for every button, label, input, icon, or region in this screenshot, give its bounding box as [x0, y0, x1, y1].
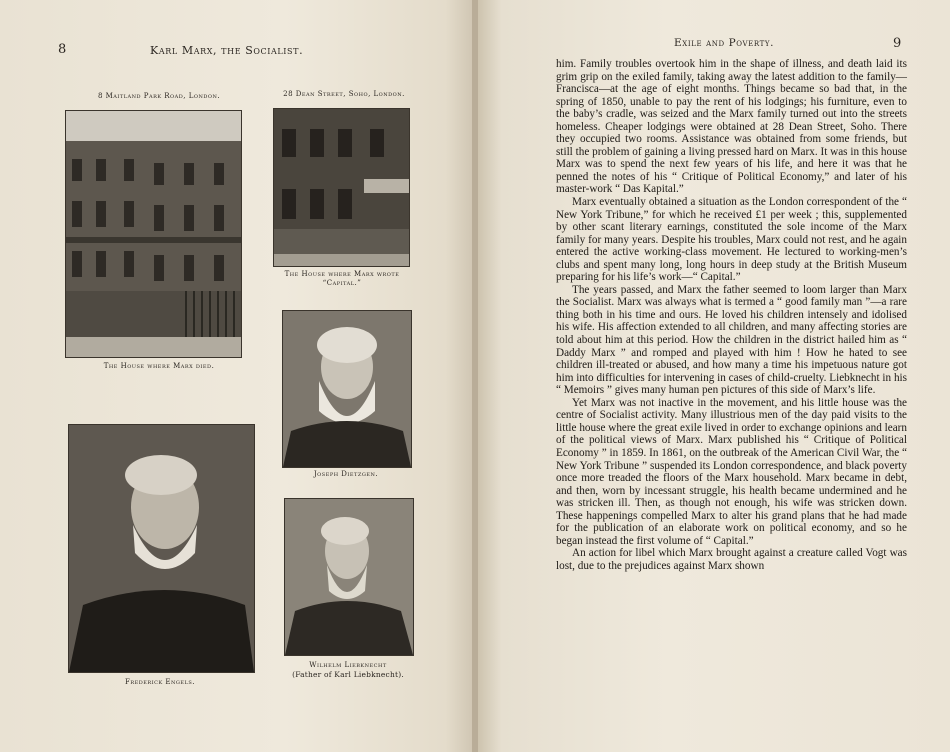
caption-house-capital: The House where Marx wrote “Capital.”: [284, 270, 400, 287]
caption-maitland-address: 8 Maitland Park Road, London.: [97, 92, 221, 100]
right-running-head: Exile and Poverty.: [674, 37, 775, 49]
paragraph: him. Family troubles overtook him in the shape of illness, and death laid its grim grip on the exiled family, taking away the latest addition to the family—Francisca—at the age of eight months. Things became so bad that, in the spring of 1850, unable to pay the rent of his lodgings; his furniture, even to the baby’s cradle, was seized and the Marx family turned out into the streets homeless. Cheaper lodgings were obtained at 28 Dean Street, Soho. There they occupied two rooms. Assistance was obtained from some friends, but still the problem of gaining a living pressed hard on Marx. It was in this house Marx was to spend the next few years of his life, and here it was that he penned the notes of his “ Critique of Political Economy,” and later of his master-work “ Das Kapital.”: [556, 58, 907, 196]
caption-dietzgen: Joseph Dietzgen.: [313, 470, 379, 478]
paragraph: An action for libel which Marx brought against a creature called Vogt was lost, due to the prejudices against Marx shown: [556, 547, 907, 572]
caption-house-died: The House where Marx died.: [103, 362, 215, 370]
body-text: [556, 58, 907, 572]
caption-dean-address: 28 Dean Street, Soho, London.: [283, 90, 405, 98]
paragraph: The years passed, and Marx the father seemed to loom larger than Marx the Socialist. Marx was always what is termed a “ good family man ”—a rare thing both in his time and ours. He loved his children intensely and idolised his wife. His affection extended to all children, and many affecting stories are told about him at this period. How the children in the district hailed him as “ Daddy Marx ” and romped and played with him ! How he hated to see children ill-treated or abused, and how many a time his impetuous nature got him into difficulties for intervening in cases of child-cruelty. Liebknecht in his “ Memoirs ” gives many human pen pictures of this side of Marx’s life.: [556, 283, 907, 397]
caption-engels: Frederick Engels.: [124, 678, 196, 686]
caption-liebknecht-note: (Father of Karl Liebknecht).: [292, 670, 404, 679]
photo-maitland-park-house: [65, 110, 242, 358]
left-page-number: 8: [58, 42, 67, 57]
right-page-number: 9: [893, 36, 902, 51]
left-running-head: Karl Marx, the Socialist.: [150, 44, 304, 57]
paragraph: Yet Marx was not inactive in the movement, and his little house was the centre of Socialist activity. Many illustrious men of the day paid visits to the little house where the great exile lived in order to exchange opinions and learn of the political views of Marx. Marx published his “ Critique of Political Economy ” in 1859. In 1861, on the outbreak of the American Civil War, the “ New York Tribune ” suspended its London correspondence, and black poverty once more treaded the floors of the Marx household. Marx became in debt, and then, worn by incessant struggle, his health became undermined and he was stricken ill. Then, as though not enough, his wife was stricken down. These happenings compelled Marx to alter his grand plans that he had made for the publication of an elaborate work on political economy, and so he began instead the first volume of “ Capital.”: [556, 396, 907, 547]
paragraph: Marx eventually obtained a situation as the London correspondent of the “ New York Tribune,” for which he received £1 per week ; this, supplemented by other scant literary earnings, constituted the sole income of the Marx family for many years. Despite his troubles, Marx could not rest, and he again entered the active working-class movement. He lectured to working-men’s clubs and spent many long, long hours in deep study at the British Museum preparing for his life’s work—“ Capital.”: [556, 196, 907, 284]
photo-dean-street-house: [273, 108, 410, 267]
photo-frederick-engels: [68, 424, 255, 673]
photo-wilhelm-liebknecht: [284, 498, 414, 656]
caption-liebknecht-name: Wilhelm Liebknecht: [309, 661, 387, 669]
photo-joseph-dietzgen: [282, 310, 412, 468]
